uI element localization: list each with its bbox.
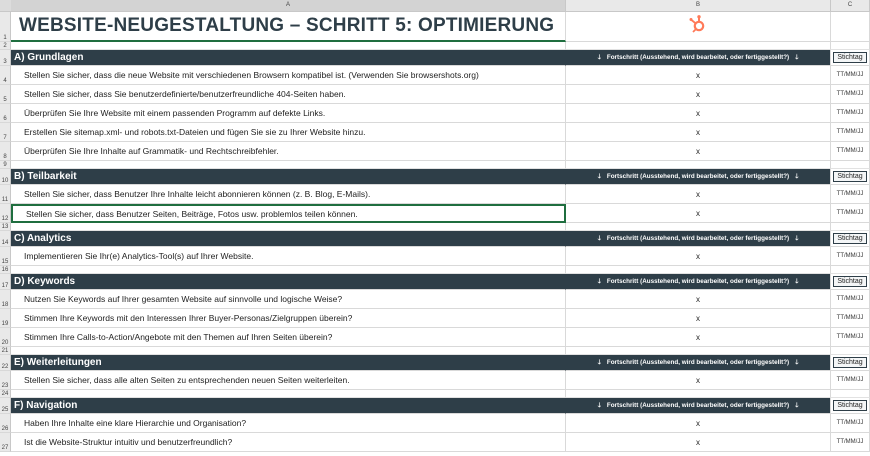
row-number[interactable]: 12 — [0, 204, 11, 223]
due-date-cell[interactable]: TT/MM/JJ — [831, 309, 870, 328]
task-row — [0, 204, 870, 223]
due-date-cell[interactable]: TT/MM/JJ — [831, 433, 870, 452]
progress-column-header[interactable] — [566, 398, 831, 414]
task-row — [0, 414, 870, 433]
task-cell[interactable]: Stellen Sie sicher, dass die neue Website mit verschiedenen Browsern kompatibel ist. (Verwenden Sie browsershots.org) — [11, 66, 566, 85]
dropdown-arrow-icon: 🡓 — [795, 173, 799, 180]
due-date-header-cell[interactable] — [831, 231, 870, 247]
section-heading[interactable]: E) Weiterleitungen — [11, 355, 566, 371]
progress-status-cell[interactable]: x — [566, 309, 831, 328]
progress-column-header[interactable] — [566, 50, 831, 66]
due-date-cell[interactable]: TT/MM/JJ — [831, 123, 870, 142]
hubspot-sprocket-icon — [688, 14, 708, 39]
progress-status-cell[interactable]: x — [566, 104, 831, 123]
task-row — [0, 309, 870, 328]
task-row — [0, 247, 870, 266]
progress-status-cell[interactable]: x — [566, 85, 831, 104]
progress-status-cell[interactable]: x — [566, 290, 831, 309]
gap-row — [0, 390, 870, 398]
task-row — [0, 66, 870, 85]
empty-cell[interactable] — [831, 266, 870, 274]
row-number[interactable]: 17 — [0, 274, 11, 290]
empty-cell[interactable] — [831, 161, 870, 169]
section-heading[interactable]: A) Grundlagen — [11, 50, 566, 66]
row-number[interactable]: 5 — [0, 85, 11, 104]
row-number[interactable]: 1 — [0, 12, 11, 42]
title-row — [0, 12, 870, 42]
due-date-header: Stichtag — [833, 233, 866, 244]
section-heading[interactable]: F) Navigation — [11, 398, 566, 414]
row-number[interactable]: 3 — [0, 50, 11, 66]
due-date-cell[interactable]: TT/MM/JJ — [831, 142, 870, 161]
dropdown-arrow-icon: 🡓 — [597, 54, 601, 61]
column-header-a[interactable]: A — [11, 0, 566, 11]
progress-header-label: Fortschritt (Ausstehend, wird bearbeitet, oder fertiggestellt?) — [606, 54, 790, 61]
empty-cell[interactable] — [831, 12, 870, 42]
due-date-cell[interactable]: TT/MM/JJ — [831, 85, 870, 104]
section-row — [0, 169, 870, 185]
empty-cell[interactable] — [566, 223, 831, 231]
due-date-header-cell[interactable] — [831, 274, 870, 290]
row-number[interactable]: 18 — [0, 290, 11, 309]
task-cell[interactable]: Implementieren Sie Ihr(e) Analytics-Tool(s) auf Ihrer Website. — [11, 247, 566, 266]
task-cell[interactable]: Stellen Sie sicher, dass Benutzer Ihre Inhalte leicht abonnieren können (z. B. Blog, E-Mails). — [11, 185, 566, 204]
task-row — [0, 185, 870, 204]
task-row — [0, 85, 870, 104]
dropdown-arrow-icon: 🡓 — [795, 359, 799, 366]
task-cell[interactable]: Überprüfen Sie Ihre Inhalte auf Grammatik- und Rechtschreibfehler. — [11, 142, 566, 161]
progress-status-cell[interactable]: x — [566, 123, 831, 142]
task-row — [0, 123, 870, 142]
due-date-cell[interactable]: TT/MM/JJ — [831, 247, 870, 266]
row-number[interactable]: 15 — [0, 247, 11, 266]
due-date-cell[interactable]: TT/MM/JJ — [831, 185, 870, 204]
row-number[interactable]: 22 — [0, 355, 11, 371]
empty-cell[interactable] — [566, 42, 831, 50]
progress-header-label: Fortschritt (Ausstehend, wird bearbeitet, oder fertiggestellt?) — [606, 173, 790, 180]
progress-column-header[interactable] — [566, 231, 831, 247]
due-date-cell[interactable]: TT/MM/JJ — [831, 290, 870, 309]
progress-header-label: Fortschritt (Ausstehend, wird bearbeitet, oder fertiggestellt?) — [606, 235, 790, 242]
column-header-c[interactable]: C — [831, 0, 870, 11]
empty-cell[interactable] — [831, 347, 870, 355]
due-date-header-cell[interactable] — [831, 355, 870, 371]
due-date-cell[interactable]: TT/MM/JJ — [831, 204, 870, 223]
progress-status-cell[interactable]: x — [566, 66, 831, 85]
due-date-cell[interactable]: TT/MM/JJ — [831, 66, 870, 85]
empty-cell[interactable] — [831, 223, 870, 231]
gap-row — [0, 223, 870, 231]
empty-cell[interactable] — [11, 161, 566, 169]
row-number[interactable]: 27 — [0, 433, 11, 452]
section-row — [0, 398, 870, 414]
row-number[interactable]: 20 — [0, 328, 11, 347]
progress-status-cell[interactable]: x — [566, 371, 831, 390]
task-cell[interactable]: Ist die Website-Struktur intuitiv und benutzerfreundlich? — [11, 433, 566, 452]
empty-cell[interactable] — [11, 266, 566, 274]
task-row — [0, 433, 870, 452]
progress-status-cell[interactable]: x — [566, 142, 831, 161]
row-number[interactable]: 19 — [0, 309, 11, 328]
empty-cell[interactable] — [566, 266, 831, 274]
progress-status-cell[interactable]: x — [566, 185, 831, 204]
row-number[interactable]: 8 — [0, 142, 11, 161]
progress-status-cell[interactable]: x — [566, 414, 831, 433]
gap-row — [0, 42, 870, 50]
section-row — [0, 274, 870, 290]
dropdown-arrow-icon: 🡓 — [795, 402, 799, 409]
row-number[interactable]: 7 — [0, 123, 11, 142]
task-cell[interactable]: Überprüfen Sie Ihre Website mit einem passenden Programm auf defekte Links. — [11, 104, 566, 123]
due-date-header: Stichtag — [833, 400, 866, 411]
progress-status-cell[interactable]: x — [566, 247, 831, 266]
empty-cell[interactable] — [566, 347, 831, 355]
row-number[interactable]: 11 — [0, 185, 11, 204]
empty-cell[interactable] — [566, 161, 831, 169]
progress-header-label: Fortschritt (Ausstehend, wird bearbeitet, oder fertiggestellt?) — [606, 402, 790, 409]
row-number[interactable]: 14 — [0, 231, 11, 247]
row-number[interactable]: 25 — [0, 398, 11, 414]
dropdown-arrow-icon: 🡓 — [597, 235, 601, 242]
progress-column-header[interactable] — [566, 169, 831, 185]
empty-cell[interactable] — [11, 390, 566, 398]
logo-cell[interactable] — [566, 12, 831, 42]
empty-cell[interactable] — [11, 42, 566, 50]
empty-cell[interactable] — [11, 223, 566, 231]
section-row — [0, 231, 870, 247]
section-heading[interactable]: B) Teilbarkeit — [11, 169, 566, 185]
task-row — [0, 104, 870, 123]
task-cell[interactable]: Stimmen Ihre Keywords mit den Interessen Ihrer Buyer-Personas/Zielgruppen überein? — [11, 309, 566, 328]
task-row — [0, 371, 870, 390]
due-date-header: Stichtag — [833, 171, 866, 182]
row-number[interactable]: 13 — [0, 223, 11, 231]
progress-column-header[interactable] — [566, 355, 831, 371]
progress-status-cell[interactable]: x — [566, 433, 831, 452]
row-number[interactable]: 9 — [0, 161, 11, 169]
section-heading[interactable]: C) Analytics — [11, 231, 566, 247]
due-date-cell[interactable]: TT/MM/JJ — [831, 371, 870, 390]
task-cell[interactable]: Haben Ihre Inhalte eine klare Hierarchie und Organisation? — [11, 414, 566, 433]
task-row — [0, 142, 870, 161]
dropdown-arrow-icon: 🡓 — [597, 278, 601, 285]
due-date-header: Stichtag — [833, 357, 866, 368]
task-cell[interactable]: Stellen Sie sicher, dass Benutzer Seiten, Beiträge, Fotos usw. problemlos teilen können. — [11, 204, 566, 223]
section-heading[interactable]: D) Keywords — [11, 274, 566, 290]
column-header-b[interactable]: B — [566, 0, 831, 11]
due-date-header-cell[interactable] — [831, 50, 870, 66]
task-cell[interactable]: Erstellen Sie sitemap.xml- und robots.txt-Dateien und fügen Sie sie zu Ihrer Website hinzu. — [11, 123, 566, 142]
progress-status-cell[interactable]: x — [566, 328, 831, 347]
row-number[interactable]: 2 — [0, 42, 11, 50]
task-cell[interactable]: Nutzen Sie Keywords auf Ihrer gesamten Website auf sinnvolle und logische Weise? — [11, 290, 566, 309]
column-header-bar — [0, 0, 870, 12]
dropdown-arrow-icon: 🡓 — [795, 235, 799, 242]
row-number[interactable]: 4 — [0, 66, 11, 85]
task-row — [0, 328, 870, 347]
due-date-header-cell[interactable] — [831, 398, 870, 414]
row-number[interactable]: 26 — [0, 414, 11, 433]
dropdown-arrow-icon: 🡓 — [597, 359, 601, 366]
empty-cell[interactable] — [831, 390, 870, 398]
dropdown-arrow-icon: 🡓 — [597, 402, 601, 409]
due-date-header: Stichtag — [833, 276, 866, 287]
dropdown-arrow-icon: 🡓 — [597, 173, 601, 180]
row-number[interactable]: 23 — [0, 371, 11, 390]
gap-row — [0, 161, 870, 169]
empty-cell[interactable] — [831, 42, 870, 50]
progress-header-label: Fortschritt (Ausstehend, wird bearbeitet, oder fertiggestellt?) — [606, 359, 790, 366]
due-date-header-cell[interactable] — [831, 169, 870, 185]
task-row — [0, 290, 870, 309]
empty-cell[interactable] — [566, 390, 831, 398]
task-cell[interactable]: Stimmen Ihre Calls-to-Action/Angebote mit den Themen auf Ihren Seiten überein? — [11, 328, 566, 347]
task-cell[interactable]: Stellen Sie sicher, dass Sie benutzerdefinierte/benutzerfreundliche 404-Seiten haben. — [11, 85, 566, 104]
row-number[interactable]: 24 — [0, 390, 11, 398]
empty-cell[interactable] — [11, 347, 566, 355]
row-number[interactable]: 10 — [0, 169, 11, 185]
due-date-header: Stichtag — [833, 52, 866, 63]
gap-row — [0, 266, 870, 274]
progress-header-label: Fortschritt (Ausstehend, wird bearbeitet, oder fertiggestellt?) — [606, 278, 790, 285]
due-date-cell[interactable]: TT/MM/JJ — [831, 104, 870, 123]
dropdown-arrow-icon: 🡓 — [795, 278, 799, 285]
section-row — [0, 50, 870, 66]
row-number[interactable]: 6 — [0, 104, 11, 123]
sheet-title[interactable]: WEBSITE-NEUGESTALTUNG – SCHRITT 5: OPTIMIERUNG — [11, 12, 566, 42]
due-date-cell[interactable]: TT/MM/JJ — [831, 414, 870, 433]
gap-row — [0, 347, 870, 355]
task-cell[interactable]: Stellen Sie sicher, dass alle alten Seiten zu entsprechenden neuen Seiten weiterleiten. — [11, 371, 566, 390]
due-date-cell[interactable]: TT/MM/JJ — [831, 328, 870, 347]
progress-column-header[interactable] — [566, 274, 831, 290]
dropdown-arrow-icon: 🡓 — [795, 54, 799, 61]
progress-status-cell[interactable]: x — [566, 204, 831, 223]
row-number[interactable]: 21 — [0, 347, 11, 355]
section-row — [0, 355, 870, 371]
row-number[interactable]: 16 — [0, 266, 11, 274]
